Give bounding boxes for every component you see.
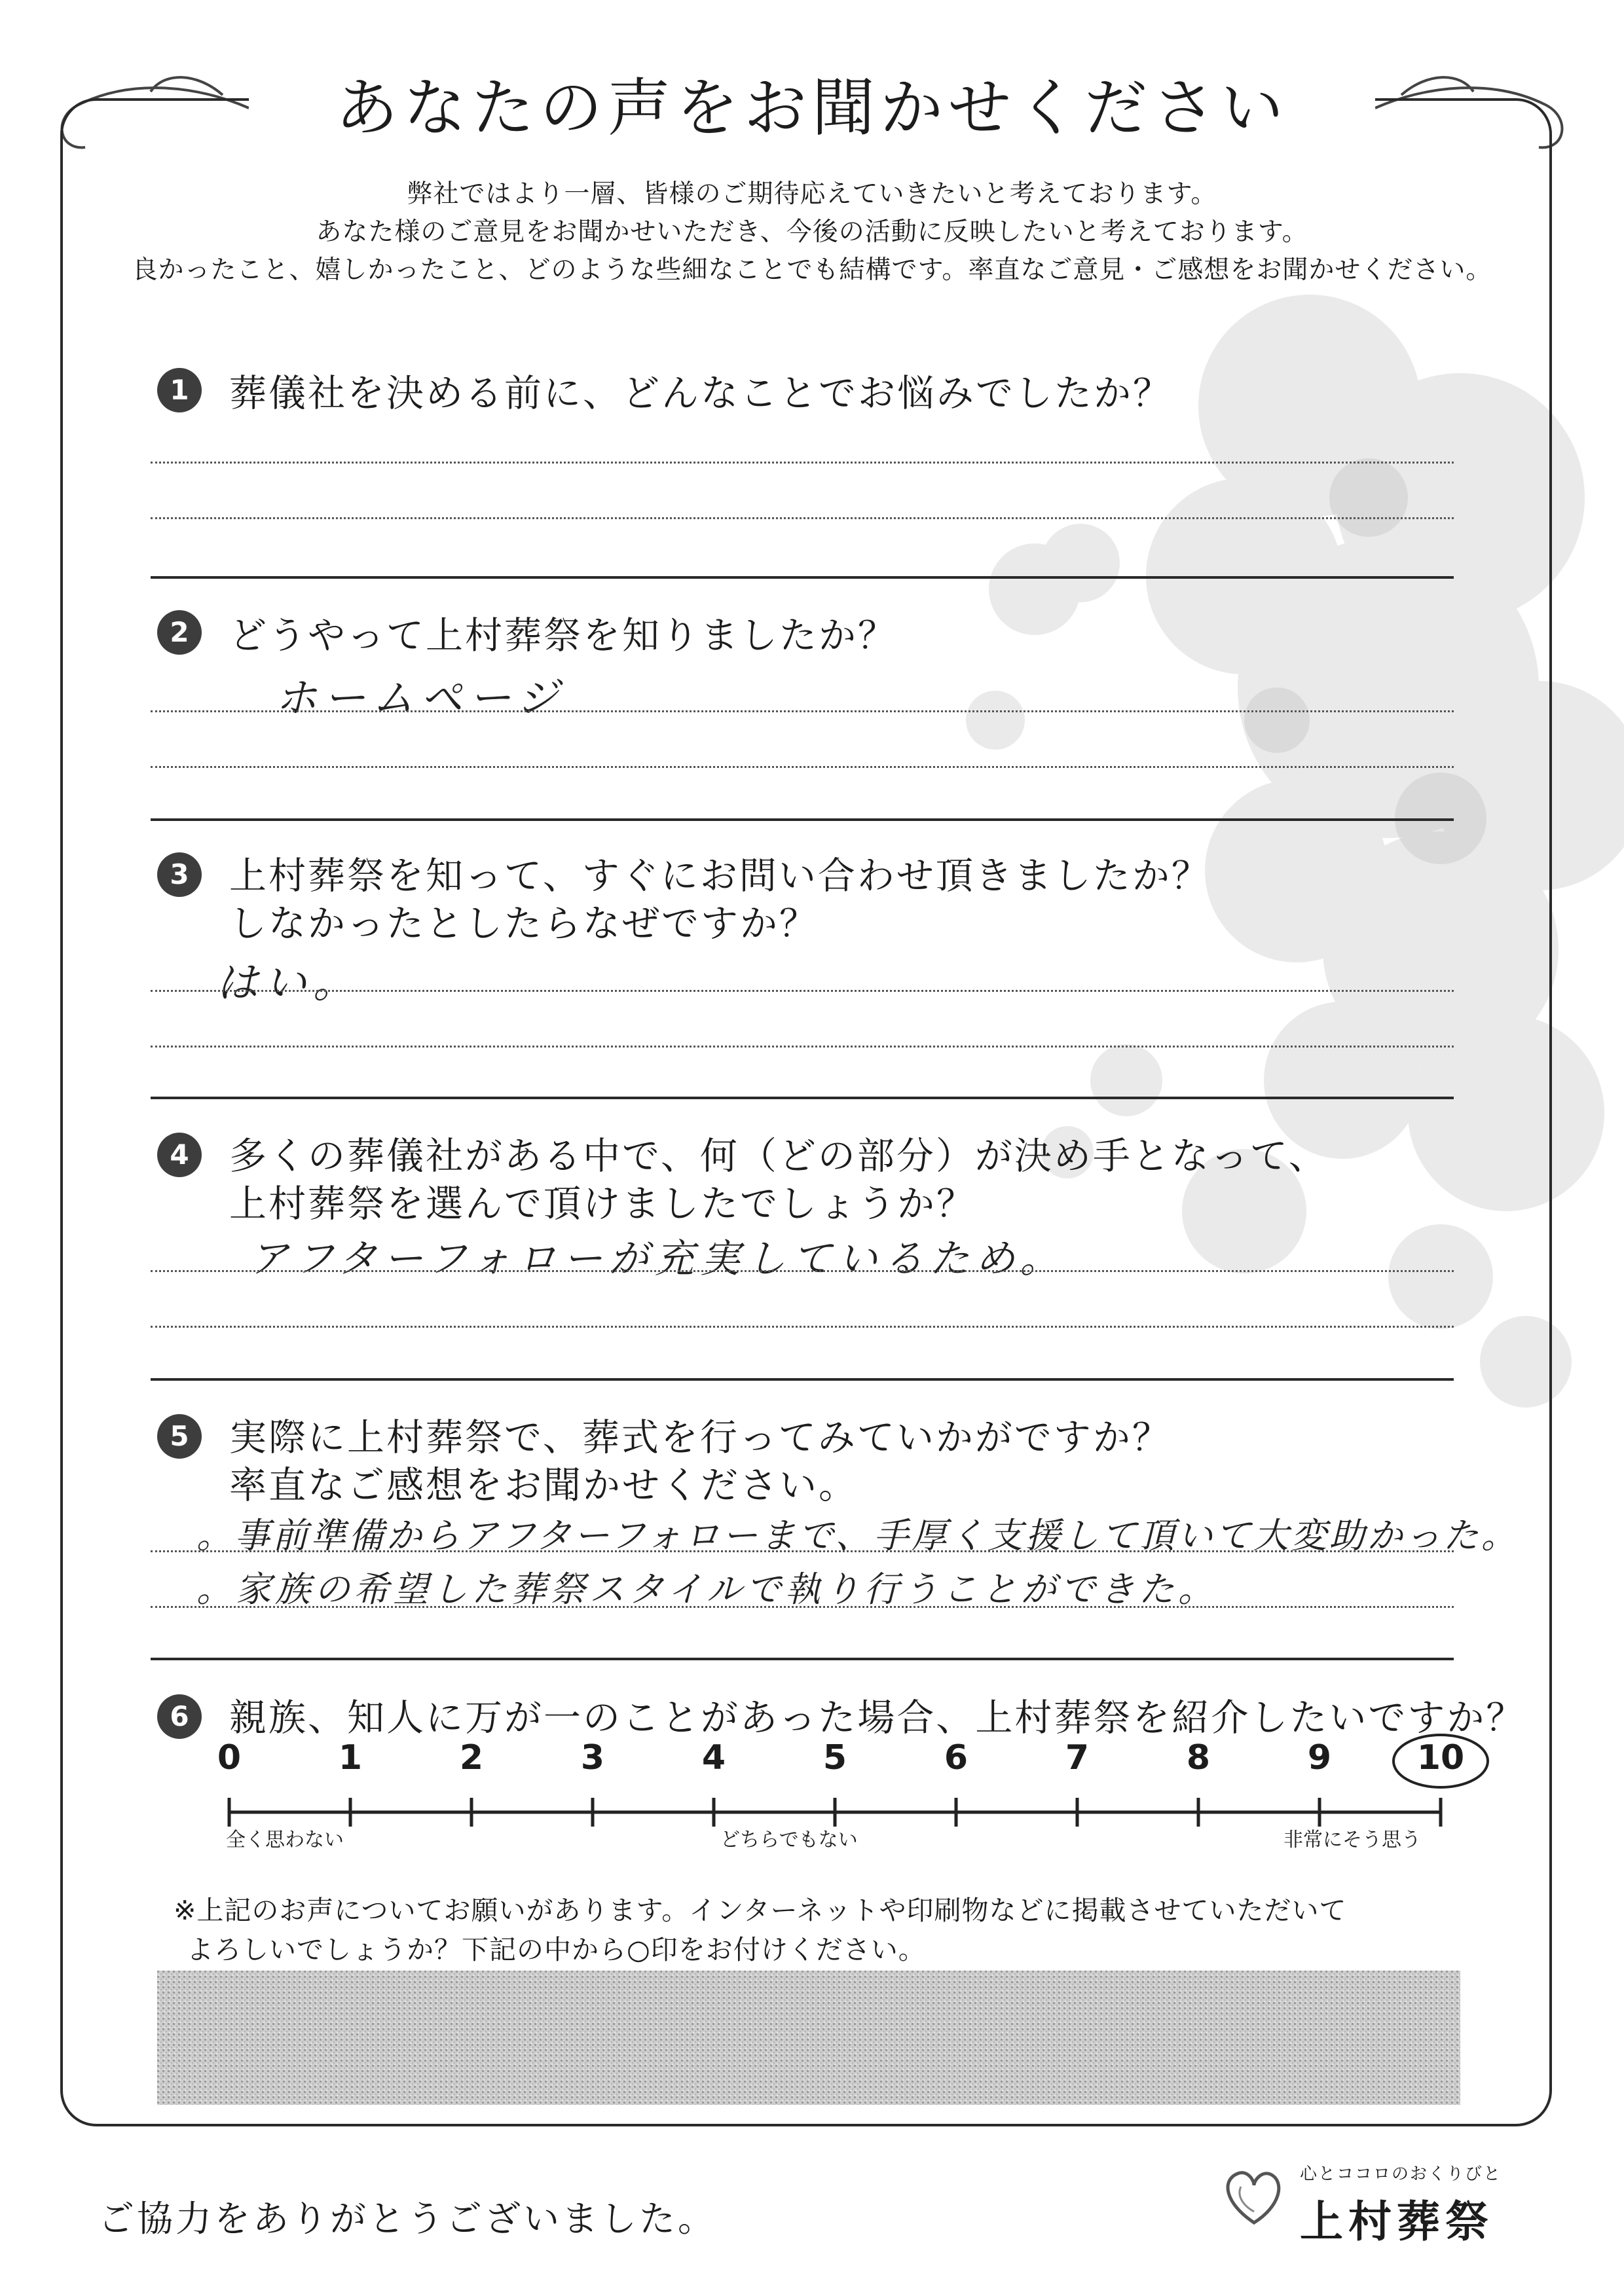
thanks-message: ご協力をありがとうございました。: [98, 2198, 717, 2240]
question-1-text: 葬儀社を決める前に、どんなことでお悩みでしたか？: [229, 372, 1172, 415]
section-divider: [151, 1658, 1454, 1660]
question-2-text: どうやって上村葬祭を知りましたか？: [229, 614, 897, 657]
intro-line-3: 良かったこと、嬉しかったこと、どのような些細なことでも結構です。率直なご意見・ご感想をお聞かせください。: [132, 255, 1492, 285]
rating-scale-ticks: [0, 1738, 1624, 1784]
answer-line[interactable]: [151, 1550, 1454, 1552]
question-number-badge: 4: [157, 1133, 202, 1177]
scale-label-low: 全く思わない: [226, 1829, 344, 1851]
publication-note-line-2: よろしいでしょうか？下記の中から○印をお付けください。: [187, 1934, 926, 1965]
answer-line[interactable]: [151, 1046, 1454, 1048]
question-number-badge: 1: [157, 368, 202, 412]
answer-line[interactable]: [151, 1270, 1454, 1272]
question-5-text-line-1: 実際に上村葬祭で、葬式を行ってみていかがですか？: [229, 1416, 1172, 1459]
intro-line-2: あなた様のご意見をお聞かせいただき、今後の活動に反映したいと考えております。: [316, 217, 1308, 247]
logo-heart-icon: [1218, 2160, 1290, 2232]
selected-rating-circle: [1388, 1728, 1500, 1794]
answer-line[interactable]: [151, 1606, 1454, 1608]
rating-tick-label[interactable]: 9: [1307, 1738, 1332, 1777]
handwritten-answer: はい。: [216, 959, 361, 1008]
rating-tick-label[interactable]: 6: [944, 1738, 969, 1777]
question-number-badge: 5: [157, 1414, 202, 1459]
question-5-text-line-2: 率直なご感想をお聞かせください。: [229, 1464, 858, 1507]
intro-line-1: 弊社ではより一層、皆様のご期待応えていきたいと考えております。: [407, 179, 1217, 209]
section-divider: [151, 818, 1454, 821]
question-4-text-line-2: 上村葬祭を選んで頂けましたでしょうか？: [229, 1182, 976, 1226]
logo-tagline: 心とココロのおくりびと: [1300, 2164, 1502, 2184]
answer-line[interactable]: [151, 990, 1454, 992]
rating-tick-label[interactable]: 8: [1186, 1738, 1211, 1777]
answer-line[interactable]: [151, 462, 1454, 464]
section-divider: [151, 1378, 1454, 1381]
question-4-text-line-1: 多くの葬儀社がある中で、何（どの部分）が決め手となって、: [229, 1135, 1328, 1178]
handwritten-answer: アフターフォローが充実しているため。: [249, 1236, 1066, 1282]
rating-tick-label[interactable]: 10: [1416, 1738, 1465, 1777]
rating-tick-label[interactable]: 1: [338, 1738, 363, 1777]
rating-tick-label[interactable]: 5: [822, 1738, 847, 1777]
rating-tick-label[interactable]: 2: [459, 1738, 484, 1777]
question-3-text-line-1: 上村葬祭を知って、すぐにお問い合わせ頂きましたか？: [229, 854, 1211, 898]
answer-line[interactable]: [151, 517, 1454, 519]
logo-company-name: 上村葬祭: [1300, 2196, 1494, 2247]
question-number-badge: 3: [157, 852, 202, 897]
question-number-badge: 2: [157, 610, 202, 655]
question-number-badge: 6: [157, 1694, 202, 1739]
answer-line[interactable]: [151, 710, 1454, 712]
handwritten-answer: 。家族の希望した葬祭スタイルで執り行うことができた。: [196, 1569, 1217, 1610]
page-title: あなたの声をお聞かせください: [249, 65, 1375, 151]
question-6-text: 親族、知人に万が一のことがあった場合、上村葬祭を紹介したいですか？: [229, 1696, 1526, 1740]
rating-tick-label[interactable]: 4: [701, 1738, 726, 1777]
handwritten-answer: ホームページ: [275, 674, 565, 723]
answer-line[interactable]: [151, 1326, 1454, 1328]
scale-label-mid: どちらでもない: [720, 1829, 858, 1851]
handwritten-answer: 。事前準備からアフターフォローまで、手厚く支援して頂いて大変助かった。: [196, 1515, 1519, 1556]
answer-line[interactable]: [151, 766, 1454, 768]
question-3-text-line-2: しなかったとしたらなぜですか？: [229, 902, 819, 945]
redacted-area: [157, 1971, 1467, 2108]
section-divider: [151, 1097, 1454, 1099]
rating-tick-label[interactable]: 3: [580, 1738, 605, 1777]
rating-tick-label[interactable]: 7: [1065, 1738, 1090, 1777]
rating-tick-label[interactable]: 0: [217, 1738, 242, 1777]
publication-note-line-1: ※上記のお声についてお願いがあります。インターネットや印刷物などに掲載させていただいて: [174, 1895, 1347, 1926]
scale-label-high: 非常にそう思う: [1283, 1829, 1421, 1851]
section-divider: [151, 576, 1454, 579]
